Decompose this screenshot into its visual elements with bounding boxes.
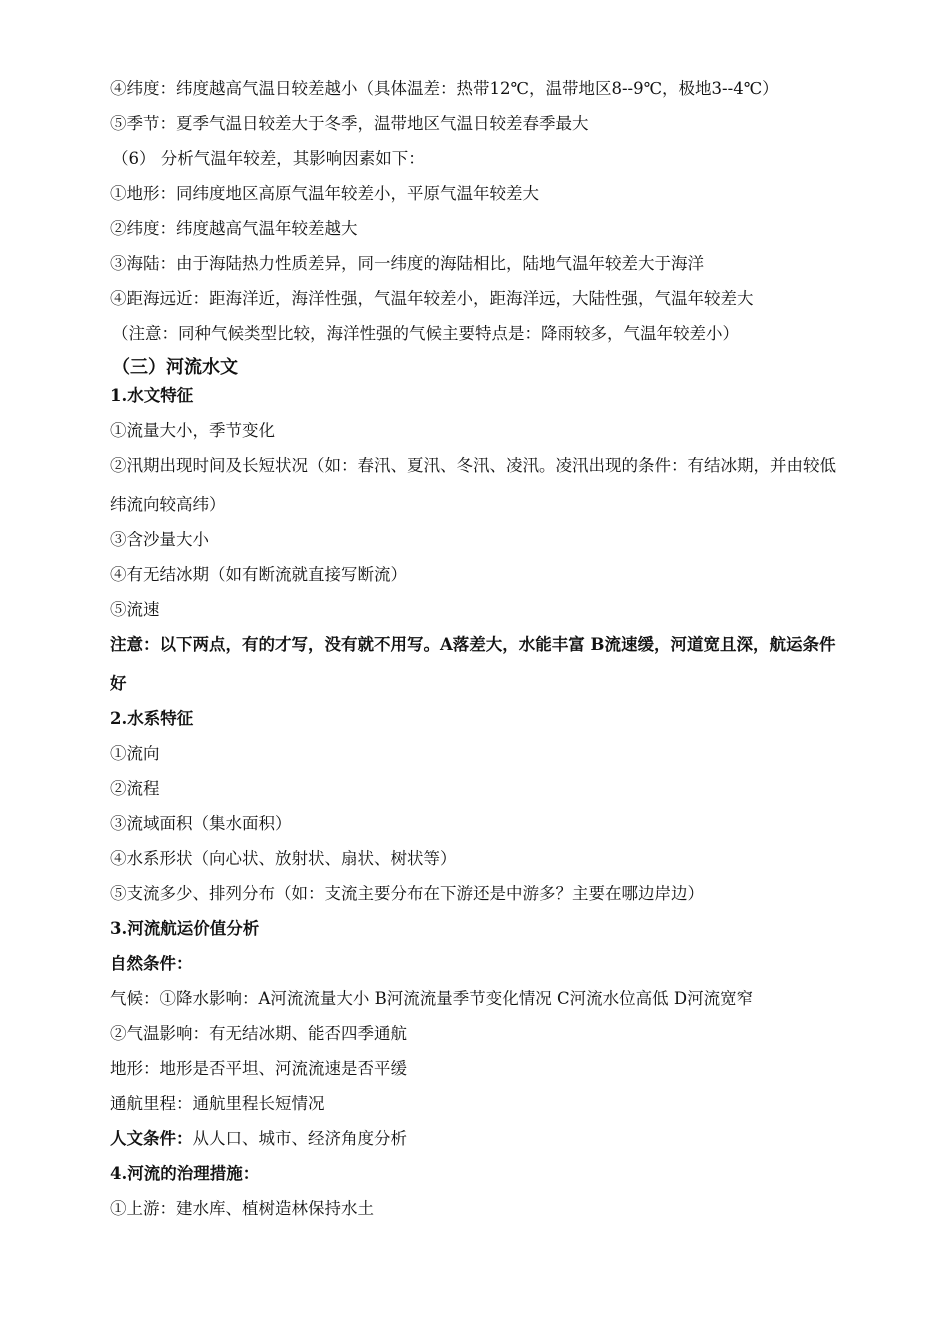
line-note-optional-cont: 好 (110, 674, 127, 693)
line-note-maritime: （注意：同种气候类型比较，海洋性强的气候主要特点是：降雨较多，气温年较差小） (112, 324, 739, 343)
line-distance-to-sea: ④距海远近：距海洋近，海洋性强，气温年较差小，距海洋远，大陆性强，气温年较差大 (110, 289, 754, 308)
line-flow-speed: ⑤流速 (110, 600, 160, 619)
line-terrain-navigation: 地形：地形是否平坦、河流流速是否平缓 (110, 1059, 407, 1078)
line-latitude-daily-range: ④纬度：纬度越高气温日较差越小（具体温差：热带12℃，温带地区8--9℃，极地3--4℃） (110, 79, 779, 98)
line-terrain-annual-range: ①地形：同纬度地区高原气温年较差小，平原气温年较差大 (110, 184, 539, 203)
line-flow-direction: ①流向 (110, 744, 160, 763)
line-navigable-length: 通航里程：通航里程长短情况 (110, 1094, 325, 1113)
line-human-conditions (110, 1128, 850, 1150)
line-annual-range-intro: （6） 分析气温年较差，其影响因素如下： (112, 149, 425, 168)
text-human-conditions: 从人口、城市、经济角度分析 (192, 1129, 407, 1148)
subheading-river-system: 2.水系特征 (110, 709, 194, 728)
section-heading-river-hydrology: （三）河流水文 (112, 357, 238, 378)
line-basin-area: ③流域面积（集水面积） (110, 814, 292, 833)
line-flood-season: ②汛期出现时间及长短状况（如：春汛、夏汛、冬汛、凌汛。凌汛出现的条件：有结冰期，并由较低 (110, 456, 836, 475)
line-flow-volume: ①流量大小，季节变化 (110, 421, 275, 440)
line-upstream-measures: ①上游：建水库、植树造林保持水土 (110, 1199, 374, 1218)
line-latitude-annual-range: ②纬度：纬度越高气温年较差越大 (110, 219, 358, 238)
line-tributaries: ⑤支流多少、排列分布（如：支流主要分布在下游还是中游多？主要在哪边岸边） (110, 884, 704, 903)
label-natural-conditions: 自然条件： (110, 954, 193, 973)
line-climate-precipitation: 气候：①降水影响：A河流流量大小 B河流流量季节变化情况 C河流水位高低 D河流宽窄 (110, 989, 754, 1008)
line-flood-season-cont: 纬流向较高纬） (110, 495, 226, 514)
line-climate-temperature: ②气温影响：有无结冰期、能否四季通航 (110, 1024, 407, 1043)
subheading-navigation-value: 3.河流航运价值分析 (110, 919, 260, 938)
line-freeze-period: ④有无结冰期（如有断流就直接写断流） (110, 565, 407, 584)
line-season-daily-range: ⑤季节：夏季气温日较差大于冬季，温带地区气温日较差春季最大 (110, 114, 589, 133)
subheading-river-management: 4.河流的治理措施： (110, 1164, 260, 1183)
subheading-hydrology-features: 1.水文特征 (110, 386, 194, 405)
line-sediment: ③含沙量大小 (110, 530, 209, 549)
line-drainage-pattern: ④水系形状（向心状、放射状、扇状、树状等） (110, 849, 457, 868)
line-land-sea-annual-range: ③海陆：由于海陆热力性质差异，同一纬度的海陆相比，陆地气温年较差大于海洋 (110, 254, 704, 273)
line-river-length: ②流程 (110, 779, 160, 798)
line-note-optional: 注意：以下两点，有的才写，没有就不用写。A落差大，水能丰富 B流速缓，河道宽且深，航运条件 (110, 635, 836, 654)
label-human-conditions: 人文条件： (110, 1129, 193, 1148)
